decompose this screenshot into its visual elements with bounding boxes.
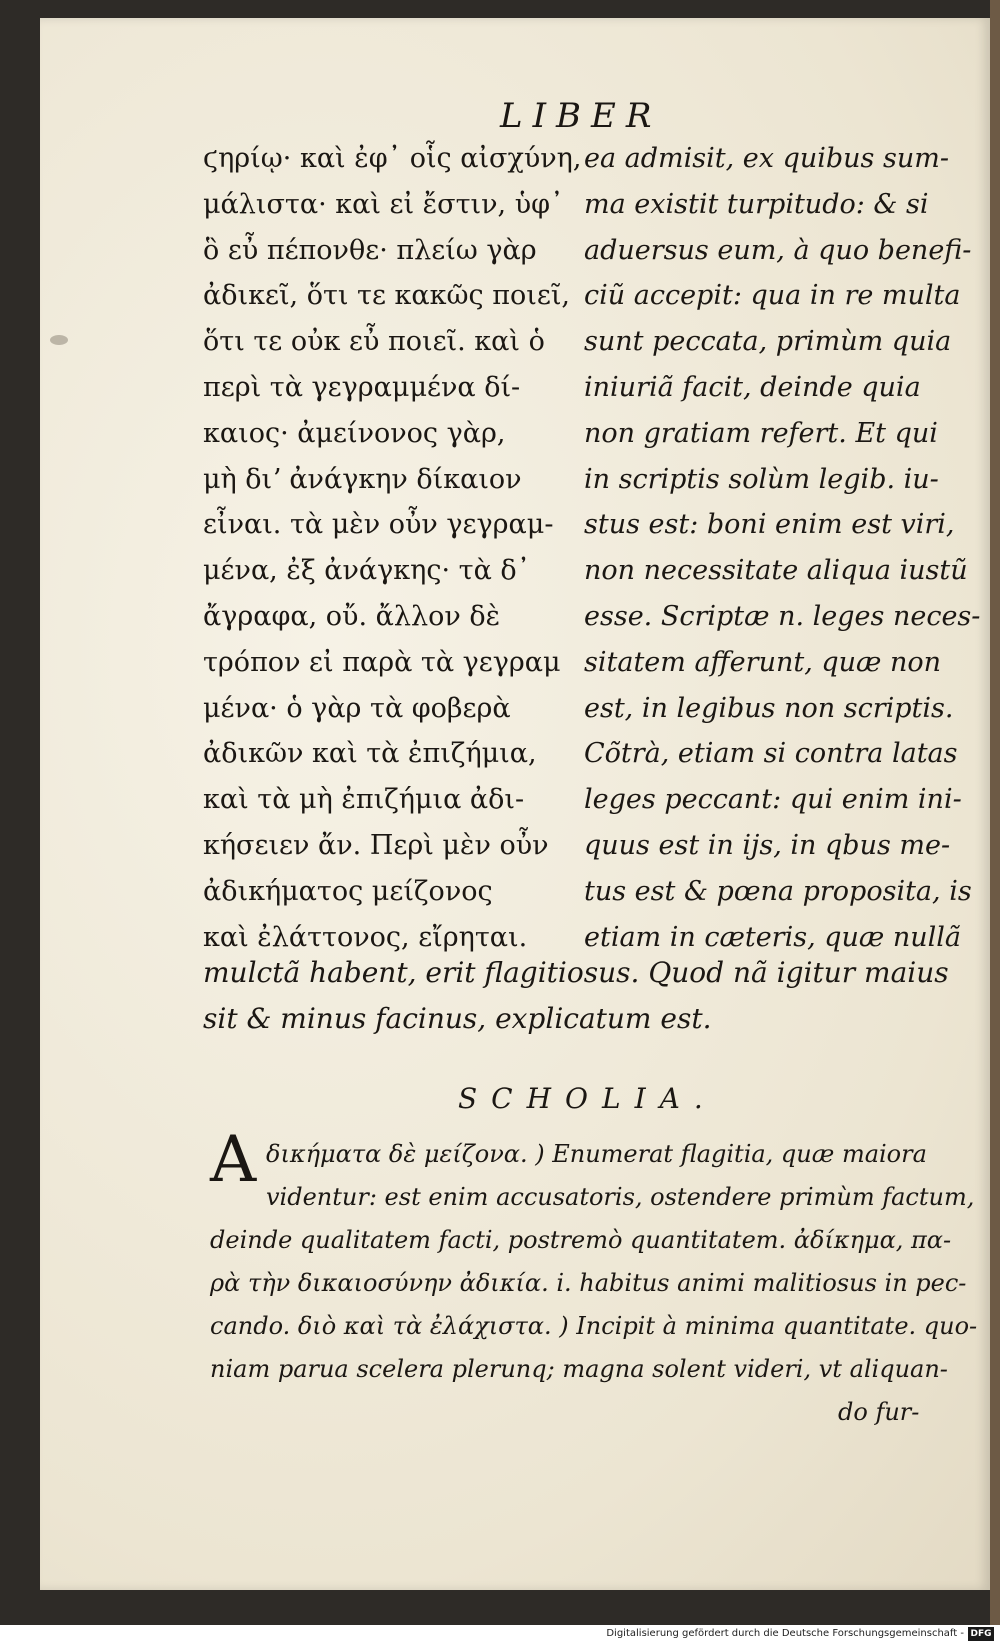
book-edge	[990, 0, 1000, 1645]
page-stain	[50, 335, 68, 345]
latin-line: ea admisit, ex quibus sum-	[584, 143, 949, 174]
greek-line: καὶ ἐλάττονος, εἴρηται.	[203, 921, 528, 953]
latin-line: etiam in cæteris, quæ nullã	[584, 921, 962, 953]
greek-line: ἄγραφα, οὔ. ἄλλον δὲ	[203, 600, 501, 632]
scholia-line: deinde qualitatem facti, postremò quantitatem. ἀδίκημα, πα-	[210, 1226, 952, 1254]
latin-line: in scriptis solùm legib. iu-	[584, 463, 939, 495]
latin-line: non gratiam refert. Et qui	[584, 417, 938, 449]
latin-line: aduersus eum, à quo benefi-	[584, 234, 972, 266]
running-head: LIBER	[500, 96, 662, 136]
greek-line: μένα, ἐξ ἀνάγκης· τὰ δ᾽	[203, 555, 531, 587]
catchword: do fur-	[838, 1398, 920, 1426]
closing-line: mulctã habent, erit flagitiosus. Quod nã igitur maius	[203, 956, 949, 989]
greek-line: καὶ τὰ μὴ ἐπιζήμια ἀδι-	[203, 784, 525, 816]
greek-line: κήσειεν ἄν. Περὶ μὲν οὖν	[203, 829, 549, 861]
scholia-line: δικήματα δὲ μείζονα. ) Enumerat flagitia, quæ maiora	[266, 1140, 927, 1168]
greek-line: ἀδικεῖ, ὅτι τε κακῶς ποιεῖ,	[203, 280, 571, 312]
greek-line: περὶ τὰ γεγραμμένα δί-	[203, 371, 521, 403]
latin-line: est, in legibus non scriptis.	[584, 692, 954, 724]
greek-line: ϛηρίῳ· καὶ ἐφ᾽ οἷς αἰσχύνη,	[203, 143, 582, 174]
latin-line: sunt peccata, primùm quia	[584, 326, 952, 358]
latin-line: non necessitate aliqua iustũ	[584, 555, 968, 587]
drop-cap: A	[210, 1123, 257, 1197]
greek-line: τρόπον εἰ παρὰ τὰ γεγραμ	[203, 646, 561, 678]
greek-line: ὃ εὖ πέπονθε· πλείω γὰρ	[203, 234, 537, 266]
greek-line: μάλιστα· καὶ εἰ ἔστιν, ὑφ᾽	[203, 188, 564, 220]
greek-line: ἀδικήματος μείζονος	[203, 875, 493, 907]
scholia-line: ρὰ τὴν δικαιοσύνην ἀδικία. i. habitus animi malitiosus in pec-	[210, 1269, 967, 1297]
greek-column	[203, 136, 582, 960]
dfg-logo: DFG	[968, 1627, 994, 1641]
closing-line: sit & minus facinus, explicatum est.	[203, 1002, 712, 1035]
latin-line: esse. Scriptæ n. leges neces-	[584, 600, 981, 632]
greek-line: μὴ διʼ ἀνάγκην δίκαιον	[203, 463, 522, 495]
greek-line: ἀδικῶν καὶ τὰ ἐπιζήμια,	[203, 738, 537, 770]
latin-line: Cõtrà, etiam si contra latas	[584, 738, 958, 770]
footer-credit: Digitalisierung gefördert durch die Deutsche Forschungsgemeinschaft -	[606, 1628, 964, 1639]
latin-line: iniuriã facit, deinde quia	[584, 371, 921, 403]
scholia-line: niam parua scelera plerunq; magna solent videri, vt aliquan-	[210, 1355, 948, 1383]
latin-line: quus est in ijs, in qbus me-	[584, 829, 951, 861]
scholia-line: videntur: est enim accusatoris, ostendere primùm factum,	[266, 1183, 975, 1211]
scholia-heading: SCHOLIA.	[458, 1082, 717, 1115]
scholia-line: cando. διὸ καὶ τὰ ἐλάχιστα. ) Incipit à minima quantitate. quo-	[210, 1312, 978, 1340]
greek-line: καιος· ἀμείνονος γὰρ,	[203, 417, 506, 449]
greek-line: μένα· ὁ γὰρ τὰ φοβερὰ	[203, 692, 511, 724]
latin-line: leges peccant: qui enim ini-	[584, 784, 962, 816]
latin-line: tus est & pœna proposita, is	[584, 875, 972, 907]
latin-line: sitatem afferunt, quæ non	[584, 646, 942, 678]
latin-column	[584, 136, 981, 960]
latin-line: ciũ accepit: qua in re multa	[584, 280, 961, 312]
greek-line: εἶναι. τὰ μὲν οὖν γεγραμ-	[203, 509, 554, 541]
greek-line: ὅτι τε οὐκ εὖ ποιεῖ. καὶ ὁ	[203, 326, 545, 358]
latin-line: ma existit turpitudo: & si	[584, 188, 929, 220]
latin-line: stus est: boni enim est viri,	[584, 509, 955, 541]
